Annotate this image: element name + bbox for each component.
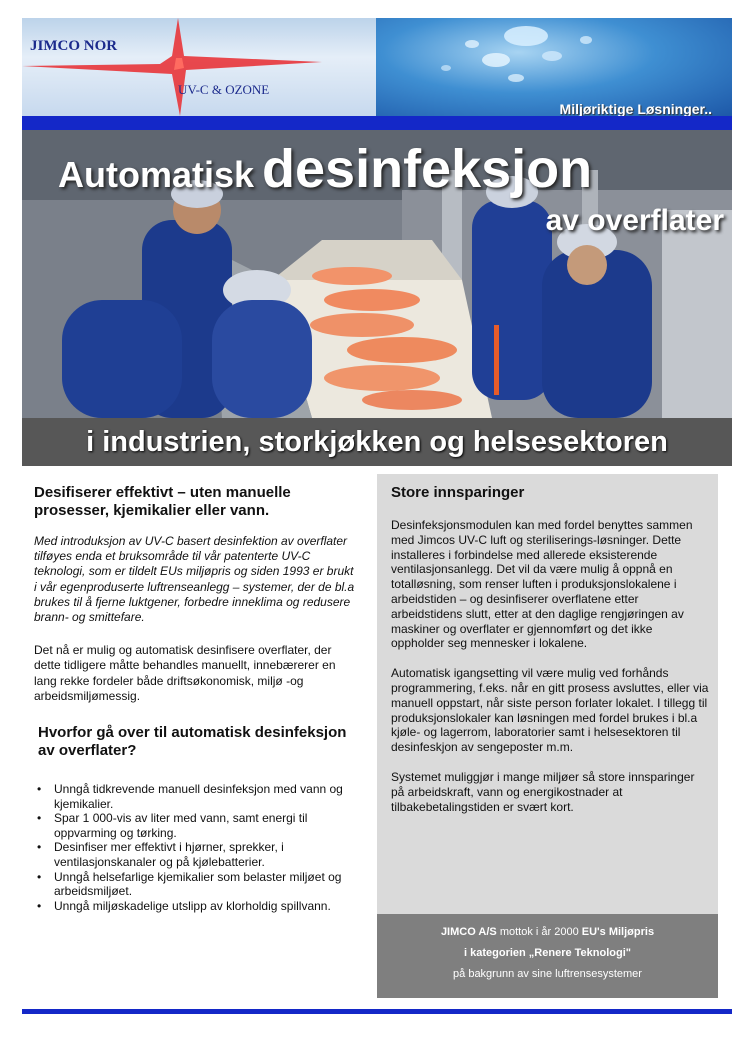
left-heading-2: Hvorfor gå over til automatisk desinfeksjon av overflater? bbox=[38, 724, 347, 760]
award-mid: mottok i år 2000 bbox=[496, 926, 582, 938]
award-box bbox=[377, 914, 718, 998]
header-divider-bar bbox=[22, 116, 732, 130]
award-category: i kategorien „Renere Teknologi" bbox=[464, 947, 631, 959]
left-column bbox=[34, 484, 356, 913]
savings-title: Store innsparinger bbox=[391, 484, 525, 501]
header-banner bbox=[22, 18, 732, 116]
brand-subtitle: UV-C & OZONE bbox=[178, 82, 270, 97]
list-item: • Unngå miljøskadelige utslipp av klorholdig spillvann. bbox=[34, 899, 356, 914]
intro-paragraph: Med introduksjon av UV-C basert desinfektion av overflater tilføyes enda et bruksområde til vår patenterte UV-C teknologi, som er tildelt EUs miljøpris og siden 1993 er brukt i vår egenproduserte luftrenseanlegg – systemer, der de bl.a brukes til å fjerne luktgener, forbedre inneklima og redusere brann- og smittefare. bbox=[34, 534, 355, 625]
award-line-1 bbox=[377, 926, 718, 938]
award-reason: på bakgrunn av sine luftrensesystemer bbox=[453, 968, 642, 980]
hero-title-part1: Automatisk bbox=[58, 154, 255, 195]
hero-subtitle: av overflater bbox=[545, 204, 724, 237]
savings-panel bbox=[377, 474, 718, 998]
hero-image bbox=[22, 130, 732, 418]
tagline: Miljøriktige Løsninger.. bbox=[559, 101, 712, 116]
award-company: JIMCO A/S bbox=[440, 926, 497, 938]
award-prize: EU's Miljøpris bbox=[581, 926, 655, 938]
savings-body bbox=[391, 518, 709, 829]
hero-title-part2: desinfeksjon bbox=[262, 139, 593, 199]
list-item: • Unngå tidkrevende manuell desinfeksjon med vann og kjemikalier. bbox=[34, 782, 356, 811]
list-item: • Desinfiser mer effektivt i hjørner, sprekker, i ventilasjonskanaler og på kjølebatterier. bbox=[34, 840, 356, 869]
savings-paragraph-3: Systemet muliggjør i mange miljøer så store innsparinger på arbeidskraft, vann og energikostnader at tilbakebetalingstiden er svært kort. bbox=[391, 769, 695, 814]
savings-paragraph-2: Automatisk igangsetting vil være mulig ved forhånds programmering, f.eks. når en gitt prosess avsluttes, eller via manuell oppstart, når siste person forlater lokalet. I tillegg til produksjonslokaler kan løsningen med fordel brukes i bl.a kjøle- og lagerrom, laboratorier samt i helsesektoren til desinfeskjon av sengeposter m.m. bbox=[391, 666, 709, 755]
left-heading-1: Desifiserer effektivt – uten manuelle prosesser, kjemikalier eller vann. bbox=[34, 484, 291, 519]
list-item: • Spar 1 000-vis av liter med vann, samt energi til oppvarming og tørking. bbox=[34, 811, 356, 840]
sector-banner: i industrien, storkjøkken og helsesektoren bbox=[22, 418, 732, 466]
hero-title bbox=[58, 138, 592, 200]
body-paragraph: Det nå er mulig og automatisk desinfisere overflater, der dette tidligere måtte behandles manuellt, innebærerer en lang rekke fordeler både driftsøkonomisk, miljø -og arbeidsmiljømessig. bbox=[34, 643, 336, 703]
footer-divider-bar bbox=[22, 1009, 732, 1014]
list-item: • Unngå helsefarlige kjemikalier som belaster miljøet og arbeidsmiljøet. bbox=[34, 870, 356, 899]
compass-star-logo-icon bbox=[22, 18, 376, 116]
brand-name: JIMCO NOR bbox=[30, 38, 118, 54]
benefits-list bbox=[34, 782, 356, 913]
savings-paragraph-1: Desinfeksjonsmodulen kan med fordel benyttes sammen med Jimcos UV-C luft og steriliserings-løsninger. Dette installeres i forbindelse med allerede eksisterende ventilasjonsanlegg. Det vil da være mulig å oppnå en totalløsning, som renser luften i produksjonslokalene i arbeidstiden – og desinfiserer overflatene etter arbeidstidens slutt, etter at den daglige rengjøringen av maskiner og overflater er gjennomført og det ikke oppholder seg mennesker i lokalene. bbox=[391, 518, 693, 651]
